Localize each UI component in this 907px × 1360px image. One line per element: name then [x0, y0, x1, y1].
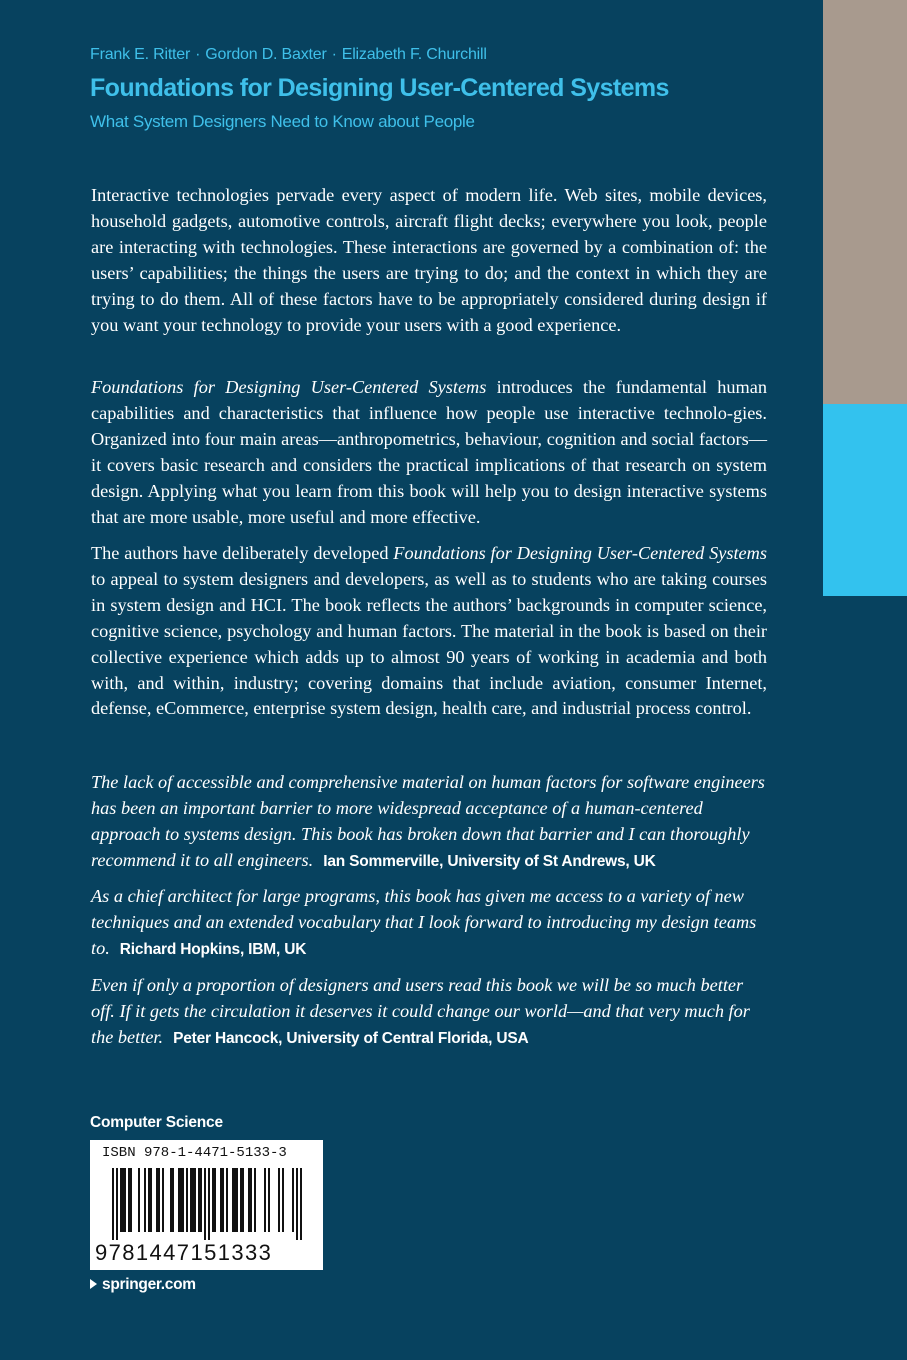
barcode-bar	[278, 1168, 280, 1232]
barcode-bar	[208, 1168, 210, 1240]
barcode-bar	[214, 1168, 216, 1232]
barcode-bar	[128, 1168, 130, 1232]
quote-text: As a chief architect for large programs, this book has given me access to a variety of new techniques and an extended vocabulary that I look forward to introducing my design teams to.	[91, 886, 757, 958]
barcode-bar	[138, 1168, 140, 1232]
description-paragraph-1: Interactive technologies pervade every aspect of modern life. Web sites, mobile devices, household gadgets, automotive controls, aircraft flight decks; everywhere you look, people are interacting with technologies. These interactions are governed by a combination of: the users’ capabilities; the things the users are trying to do; and the context in which they are trying to do them. All of these factors have to be appropriately considered during design if you want your technology to provide your users with a good experience.	[91, 185, 767, 335]
barcode-digits: 9781447151333	[95, 1240, 273, 1265]
endorsement-quote	[91, 770, 767, 875]
barcode-bar	[220, 1168, 222, 1232]
barcode-bar	[178, 1168, 180, 1232]
barcode-bar	[180, 1168, 182, 1232]
publisher-website[interactable]	[90, 1276, 196, 1294]
barcode-bars	[106, 1168, 312, 1240]
paragraph-text: to appeal to system designers and developers, as well as to students who are taking courses in system design and HCI. The book reflects the authors’ backgrounds in computer science, cognitive science, psychology and human factors. The material in the book is based on their collective experience which adds up to almost 90 years of working in academia and both with, and within, industry; covering domains that include aviation, consumer Internet, defense, eCommerce, enterprise system design, health care, and industrial process control.	[91, 568, 767, 719]
barcode-bar	[268, 1168, 270, 1232]
arrow-right-icon	[90, 1279, 97, 1289]
spine-band-grey	[823, 0, 907, 404]
barcode-bar	[254, 1168, 256, 1232]
barcode-bar	[158, 1168, 160, 1232]
barcode-bar	[182, 1168, 184, 1232]
barcode-bar	[130, 1168, 132, 1232]
barcode-bar	[186, 1168, 188, 1232]
barcode-bar	[150, 1168, 152, 1232]
barcode-bar	[190, 1168, 192, 1232]
barcode-bar	[144, 1168, 146, 1232]
quote-attribution: Peter Hancock, University of Central Florida, USA	[173, 1029, 529, 1047]
barcode-bar	[282, 1168, 284, 1232]
quote-attribution: Richard Hopkins, IBM, UK	[119, 940, 307, 958]
isbn-label: ISBN 978-1-4471-5133-3	[102, 1145, 287, 1161]
barcode-bar	[148, 1168, 150, 1232]
barcode-bar	[200, 1168, 202, 1232]
isbn-barcode	[90, 1140, 323, 1270]
author-separator: ·	[331, 46, 337, 63]
barcode-bar	[232, 1168, 234, 1232]
barcode-bar	[120, 1168, 122, 1232]
barcode-bar	[192, 1168, 194, 1232]
barcode-bar	[124, 1168, 126, 1232]
barcode-bar	[248, 1168, 250, 1232]
barcode-bar	[172, 1168, 174, 1232]
barcode-bar	[236, 1168, 238, 1232]
barcode-bar	[250, 1168, 252, 1232]
barcode-bar	[204, 1168, 206, 1240]
authors-line	[90, 46, 487, 64]
spine-band-cyan	[823, 404, 907, 596]
barcode-bar	[296, 1168, 298, 1240]
barcode-bar	[112, 1168, 114, 1240]
barcode-bar	[242, 1168, 244, 1232]
paragraph-text: The authors have deliberately developed	[91, 543, 394, 563]
website-text: springer.com	[102, 1276, 196, 1293]
barcode-bar	[212, 1168, 214, 1232]
quote-text: Even if only a proportion of designers and users read this book we will be so much better off. If it gets the circulation it deserves it could change our world—and that very much for the better.	[91, 975, 750, 1047]
book-title-italic: Foundations for Designing User-Centered Systems	[91, 377, 487, 397]
barcode-bar	[194, 1168, 196, 1232]
barcode-bar	[198, 1168, 200, 1232]
barcode-bar	[122, 1168, 124, 1232]
author-separator: ·	[195, 46, 201, 63]
author-name: Gordon D. Baxter	[205, 46, 327, 63]
description-paragraph-3	[91, 541, 767, 722]
book-title-italic: Foundations for Designing User-Centered Systems	[393, 543, 767, 563]
quote-attribution: Ian Sommerville, University of St Andrews, UK	[323, 852, 656, 870]
barcode-bar	[156, 1168, 158, 1232]
barcode-bar	[240, 1168, 242, 1232]
endorsement-quote	[91, 973, 767, 1052]
book-subtitle: What System Designers Need to Know about People	[90, 112, 475, 131]
barcode-bar	[116, 1168, 118, 1240]
barcode-bar	[234, 1168, 236, 1232]
barcode-bar	[300, 1168, 302, 1240]
barcode-bar	[162, 1168, 164, 1232]
barcode-bar	[222, 1168, 224, 1232]
quote-text: The lack of accessible and comprehensive material on human factors for software engineers has been an important barrier to more widespread acceptance of a human-centered approach to systems design. This book has broken down that barrier and I can thoroughly recommend it to all engineers.	[91, 772, 765, 870]
endorsement-quote	[91, 884, 767, 963]
barcode-bar	[264, 1168, 266, 1232]
paragraph-text: introduces the fundamental human capabilities and characteristics that influence how people use interactive technolo-gies. Organized into four main areas—anthropometrics, behaviour, cognition and social factors—it covers basic research and considers the practical implications of that research on system design. Applying what you learn from this book will help you to design interactive systems that are more usable, more useful and more effective.	[91, 377, 767, 527]
barcode-bar	[170, 1168, 172, 1232]
subject-category: Computer Science	[90, 1114, 223, 1131]
barcode-bar	[292, 1168, 294, 1232]
barcode-bar	[226, 1168, 228, 1232]
author-name: Elizabeth F. Churchill	[341, 46, 487, 63]
author-name: Frank E. Ritter	[90, 46, 191, 63]
book-title: Foundations for Designing User-Centered Systems	[90, 74, 669, 102]
description-paragraph-2	[91, 375, 767, 530]
